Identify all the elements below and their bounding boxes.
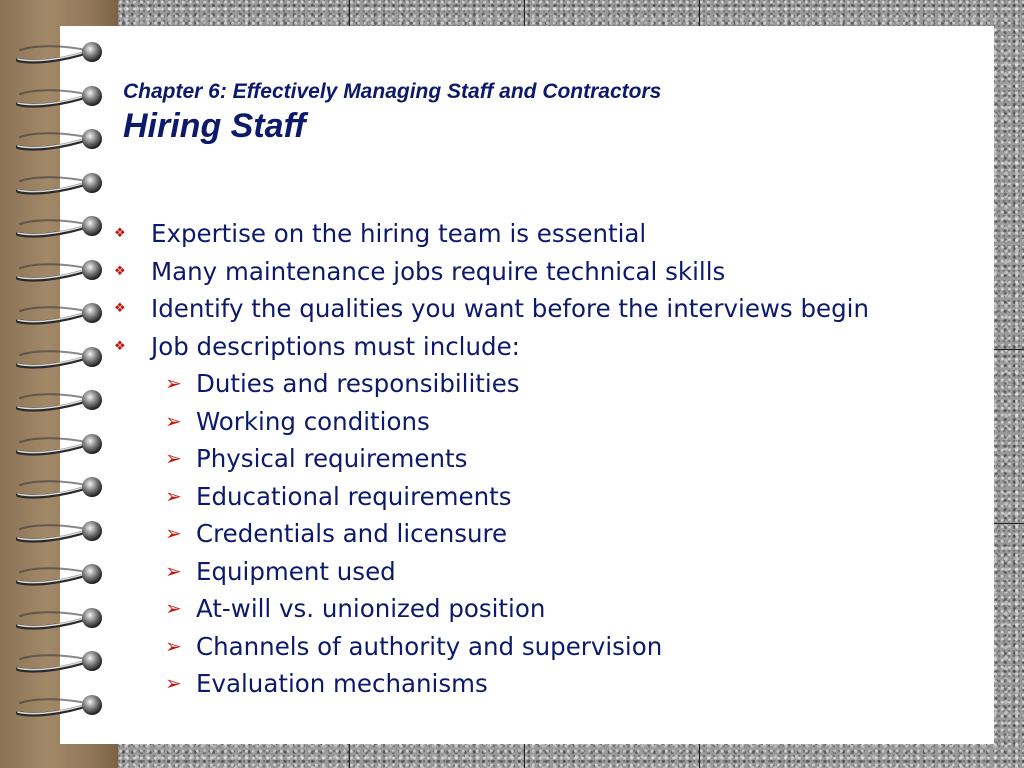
four-diamond-icon: ❖: [114, 301, 126, 316]
spiral-ring-icon: [14, 517, 110, 549]
bullet-item: [110, 253, 970, 291]
spiral-ring-icon: [14, 691, 110, 723]
bullet-list: [110, 215, 970, 703]
arrowhead-icon: ➢: [165, 558, 182, 583]
spiral-ring-icon: [14, 169, 110, 201]
bullet-item: [110, 328, 970, 366]
texture-line: [524, 0, 525, 26]
sub-bullet-text: Physical requirements: [196, 444, 468, 473]
arrowhead-icon: ➢: [165, 371, 182, 395]
arrowhead-icon: ➢: [165, 521, 182, 545]
slide-title: Hiring Staff: [123, 107, 306, 145]
spiral-ring-icon: [14, 125, 110, 157]
spiral-ring-icon: [14, 38, 110, 70]
sub-bullet-item: [110, 478, 970, 516]
title-block: [123, 78, 661, 146]
sub-bullet-text: Evaluation mechanisms: [196, 669, 488, 698]
arrowhead-icon: ➢: [165, 671, 182, 695]
sub-bullet-item: [110, 440, 970, 478]
spiral-ring-icon: [14, 430, 110, 462]
chapter-subtitle: Chapter 6: Effectively Managing Staff and Contractors: [123, 80, 662, 103]
spiral-ring-icon: [14, 560, 110, 592]
bullet-item: [110, 290, 970, 328]
spiral-ring-icon: [14, 343, 110, 375]
sub-bullet-text: At-will vs. unionized position: [196, 594, 546, 623]
four-diamond-icon: ❖: [114, 226, 126, 241]
texture-line: [699, 744, 700, 768]
four-diamond-icon: ❖: [114, 338, 126, 354]
sub-bullet-item: [110, 515, 970, 553]
sub-bullet-item: [110, 365, 970, 403]
arrowhead-icon: ➢: [165, 408, 182, 433]
texture-line: [524, 744, 525, 768]
spiral-ring-icon: [14, 212, 110, 244]
spiral-ring-icon: [14, 473, 110, 505]
sub-bullet-item: [110, 403, 970, 441]
spiral-ring-icon: [14, 604, 110, 636]
spiral-ring-icon: [14, 299, 110, 331]
bullet-text: Identify the qualities you want before the interviews begin: [151, 294, 869, 323]
arrowhead-icon: ➢: [165, 446, 182, 470]
sub-bullet-text: Educational requirements: [196, 481, 512, 511]
texture-line: [349, 0, 350, 26]
texture-line: [994, 523, 1024, 524]
bullet-text: Expertise on the hiring team is essential: [151, 219, 647, 248]
four-diamond-icon: ❖: [114, 263, 126, 279]
sub-bullet-item: [110, 590, 970, 628]
arrowhead-icon: ➢: [165, 483, 182, 508]
sub-bullet-item: [110, 553, 970, 591]
sub-bullet-item: [110, 628, 970, 666]
arrowhead-icon: ➢: [165, 596, 182, 620]
spiral-ring-icon: [14, 386, 110, 418]
texture-line: [994, 349, 1024, 350]
sub-bullet-text: Channels of authority and supervision: [196, 631, 663, 661]
sub-bullet-text: Working conditions: [196, 406, 430, 436]
texture-line: [699, 0, 700, 26]
spiral-ring-icon: [14, 647, 110, 679]
arrowhead-icon: ➢: [165, 633, 182, 658]
sub-bullet-text: Equipment used: [196, 556, 396, 586]
sub-bullet-item: [110, 665, 970, 703]
spiral-ring-icon: [14, 256, 110, 288]
bullet-text: Job descriptions must include:: [151, 331, 520, 361]
bullet-item: [110, 215, 970, 253]
bullet-text: Many maintenance jobs require technical skills: [151, 256, 726, 286]
sub-bullet-text: Duties and responsibilities: [196, 369, 520, 398]
sub-bullet-text: Credentials and licensure: [196, 519, 508, 548]
spiral-ring-icon: [14, 82, 110, 114]
texture-line: [349, 744, 350, 768]
